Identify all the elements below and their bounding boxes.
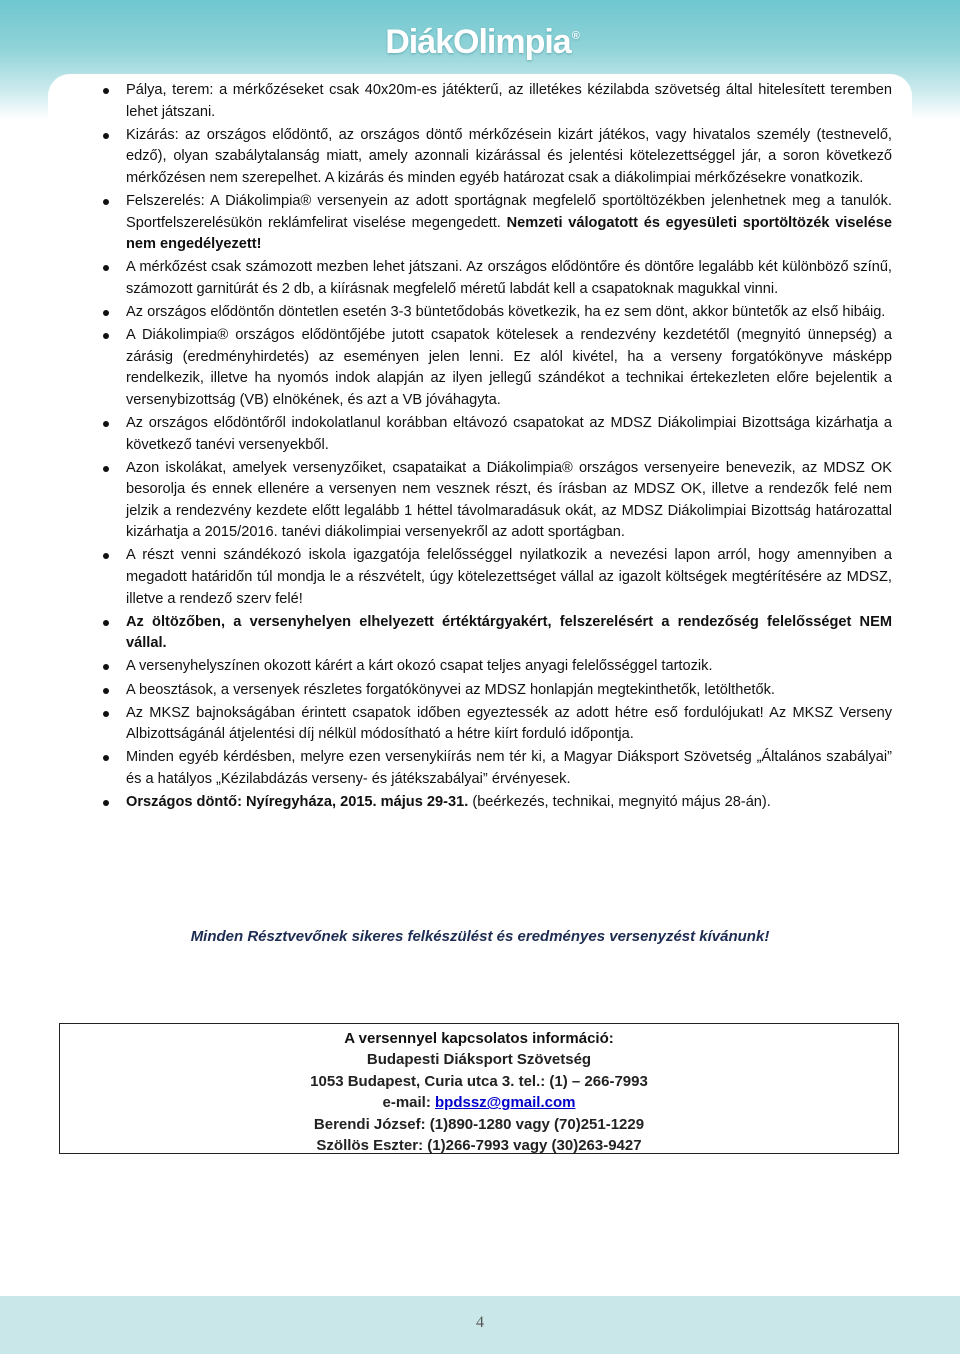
info-contact-1: Berendi József: (1)890-1280 vagy (70)251-1229 bbox=[313, 1115, 645, 1133]
contact-info-box bbox=[59, 1023, 899, 1154]
rules-list bbox=[100, 80, 892, 814]
info-email-line: e-mail: bpdssz@gmail.com bbox=[382, 1094, 576, 1112]
list-item-egyeb: Minden egyéb kérdésben, melyre ezen versenykiírás nem tér ki, a Magyar Diáksport Szövetség „Általános szabályai” és a hatályos „Kézilabdázás verseny- és játékszabályai” érvényesek. bbox=[100, 747, 892, 790]
closing-message: Minden Résztvevőnek sikeres felkészülést és eredményes versenyzést kívánunk! bbox=[190, 928, 770, 945]
info-address: 1053 Budapest, Curia utca 3. tel.: (1) – 266-7993 bbox=[310, 1072, 648, 1090]
list-item-igazgato: A részt venni szándékozó iskola igazgatója felelősséggel nyilatkozik a nevezési lapon arról, hogy amennyiben a megadott határidőn túl mondja le a részvételt, úgy kötelezettséget vállal az igazolt költségek megtérítésére az MDSZ, illetve a rendező szerv felé! bbox=[100, 545, 892, 610]
list-item-orszagos-donto: Országos döntő: Nyíregyháza, 2015. május 29-31. (beérkezés, technikai, megnyitó május 28-án). bbox=[100, 792, 892, 814]
list-item-mez: A mérkőzést csak számozott mezben lehet játszani. Az országos elődöntőre és döntőre legalább két különböző színű, számozott garnitúrát és 2 db, a kiírásnak megfelelő méretű labdát kell a csapatoknak magukkal vinni. bbox=[100, 257, 892, 300]
list-item-jelenlet: A Diákolimpia® országos elődöntőjébe jutott csapatok kötelesek a rendezvény kezdetétől (megnyitó ünnepség) a zárásig (eredményhirdetés) az eseményen jelen lenni. Ez alól kivétel, ha a verseny forgatókönyve másképp rendelkezik, illetve ha nyomós indok alapján az ilyen jellegű szándékot a technikai értekezleten előre bejelentik a versenybizottság (VB) elnökének, és azt a VB jóváhagyta. bbox=[100, 325, 892, 411]
info-heading: A versennyel kapcsolatos információ: bbox=[344, 1030, 614, 1047]
list-item-palya: Pálya, terem: a mérkőzéseket csak 40x20m-es játékterű, az illetékes kézilabda szövetség által hitelesített teremben lehet játszani. bbox=[100, 80, 892, 123]
list-item-eltavozas: Az országos elődöntőről indokolatlanul korábban eltávozó csapatokat az MDSZ Diákolimpiai Bizottsága kizárhatja a következő tanévi versenyekből. bbox=[100, 413, 892, 456]
list-item-kizaras: Kizárás: az országos elődöntő, az országos döntő mérkőzésein kizárt játékos, vagy hivatalos személy (testnevelő, edző), olyan szabálytalanság miatt, amely azonnali kizárással és jelentési kötelezettséggel jár, a soron következő mérkőzésen nem szerepelhet. A kizárás és minden egyéb határozat csak a diákolimpiai mérkőzésekre vonatkozik. bbox=[100, 125, 892, 190]
list-item-karterites: A versenyhelyszínen okozott kárért a kárt okozó csapat teljes anyagi felelősséggel tartozik. bbox=[100, 656, 892, 678]
page-number: 4 bbox=[476, 1314, 484, 1331]
list-item-oltozo: Az öltözőben, a versenyhelyen elhelyezett értéktárgyakért, felszerelésért a rendezőség felelősséget NEM vállal. bbox=[100, 612, 892, 655]
rules-section bbox=[100, 80, 892, 815]
info-org: Budapesti Diáksport Szövetség bbox=[366, 1051, 592, 1069]
list-item-mksz: Az MKSZ bajnokságában érintett csapatok időben egyeztessék az adott hétre eső fordulójukat! Az MKSZ Verseny Albizottságánál átjelentési díj nélkül módosítható a hétre kiírt forduló időpontja. bbox=[100, 703, 892, 746]
info-contact-2: Szöllös Eszter: (1)266-7993 vagy (30)263-9427 bbox=[316, 1137, 642, 1155]
list-item-buntetodobas: Az országos elődöntőn döntetlen esetén 3-3 büntetődobás következik, ha ez sem dönt, akkor büntetők az első hibáig. bbox=[100, 302, 892, 324]
diakolimpia-logo: DiákOlimpia® bbox=[385, 23, 579, 61]
list-item-felszereles: Felszerelés: A Diákolimpia® versenyein az adott sportágnak megfelelő sportöltözékben jelenhetnek meg a tanulók. Sportfelszerelésükön reklámfelirat viselése megengedett. Nemzeti válogatott és egyesületi sportöltözék viselése nem engedélyezett! bbox=[100, 191, 892, 256]
list-item-tavolmaradas: Azon iskolákat, amelyek versenyzőiket, csapataikat a Diákolimpia® országos versenyeire benevezik, az MDSZ OK besorolja és ennek ellenére a versenyen nem vesznek részt, és írásban az MDSZ OK, illetve a rendezők felé nem jelzik a rendezvény kezdete előtt legalább 1 héttel távolmaradásuk okát, az MDSZ Diákolimpiai Bizottság határozattal kizárhatja a 2015/2016. tanévi diákolimpiai versenyekről az adott sportágban. bbox=[100, 458, 892, 544]
list-item-beosztasok: A beosztások, a versenyek részletes forgatókönyvei az MDSZ honlapján megtekinthetők, letölthetők. bbox=[100, 680, 892, 702]
email-link[interactable]: bpdssz@gmail.com bbox=[435, 1094, 576, 1112]
